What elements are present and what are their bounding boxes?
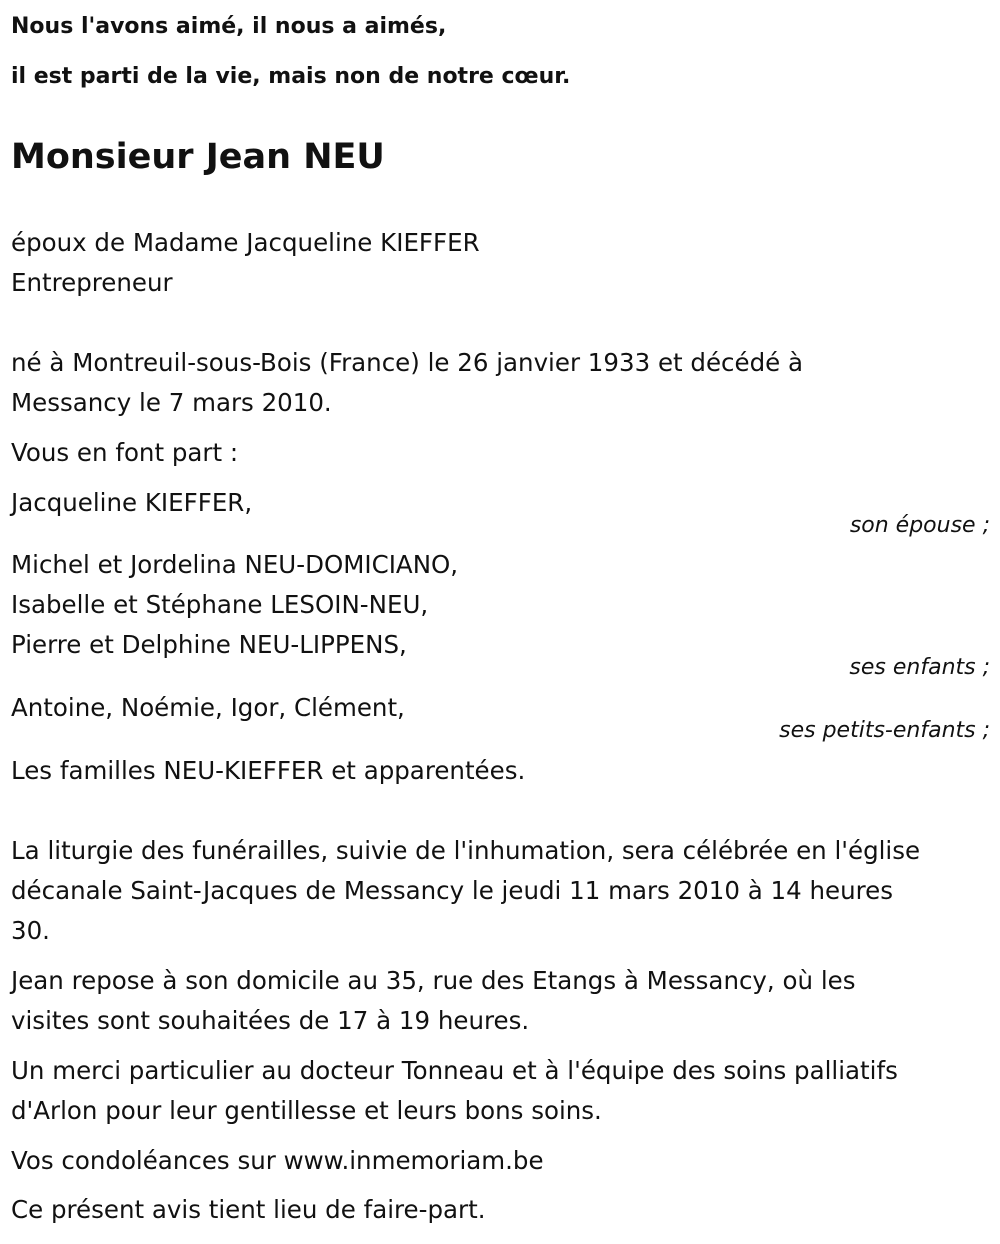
relation-label: son épouse ; [849, 513, 990, 538]
thanks-line-2: d'Arlon pour leur gentillesse et leurs bons soins. [11, 1096, 602, 1125]
announcement-intro: Vous en font part : [11, 438, 239, 467]
epigraph-line-1: Nous l'avons aimé, il nous a aimés, [11, 14, 447, 39]
liturgy-line-2: décanale Saint-Jacques de Messancy le jeudi 11 mars 2010 à 14 heures [11, 876, 893, 905]
family-group-grandchildren [11, 688, 405, 728]
deceased-details [11, 223, 480, 303]
birth-death-line-1: né à Montreuil-sous-Bois (France) le 26 janvier 1933 et décédé à [11, 348, 804, 377]
liturgy-line-3: 30. [11, 916, 50, 945]
birth-death [11, 343, 803, 423]
notice-line: Ce présent avis tient lieu de faire-part. [11, 1195, 486, 1224]
condolences-line: Vos condoléances sur www.inmemoriam.be [11, 1146, 544, 1175]
visitation-line-1: Jean repose à son domicile au 35, rue des Etangs à Messancy, où les [11, 966, 856, 995]
family-name: Jacqueline KIEFFER, [11, 488, 253, 517]
relation-label: ses enfants ; [849, 655, 990, 680]
birth-death-line-2: Messancy le 7 mars 2010. [11, 388, 332, 417]
family-group-children [11, 545, 458, 665]
visitation-paragraph [11, 961, 855, 1041]
liturgy-line-1: La liturgie des funérailles, suivie de l'inhumation, sera célébrée en l'église [11, 836, 921, 865]
profession: Entrepreneur [11, 268, 173, 297]
family-name: Pierre et Delphine NEU-LIPPENS, [11, 630, 407, 659]
family-name: Antoine, Noémie, Igor, Clément, [11, 693, 405, 722]
relation-label: ses petits-enfants ; [779, 718, 990, 743]
extended-families: Les familles NEU-KIEFFER et apparentées. [11, 756, 526, 785]
spouse-line: époux de Madame Jacqueline KIEFFER [11, 228, 480, 257]
family-name: Isabelle et Stéphane LESOIN-NEU, [11, 590, 429, 619]
deceased-name: Monsieur Jean NEU [11, 137, 385, 177]
thanks-line-1: Un merci particulier au docteur Tonneau et à l'équipe des soins palliatifs [11, 1056, 898, 1085]
family-name: Michel et Jordelina NEU-DOMICIANO, [11, 550, 459, 579]
family-group-spouse [11, 483, 252, 523]
epigraph [11, 2, 570, 102]
epigraph-line-2: il est parti de la vie, mais non de notre cœur. [11, 64, 571, 89]
visitation-line-2: visites sont souhaitées de 17 à 19 heures. [11, 1006, 530, 1035]
thanks-paragraph [11, 1051, 898, 1131]
liturgy-paragraph [11, 831, 920, 951]
